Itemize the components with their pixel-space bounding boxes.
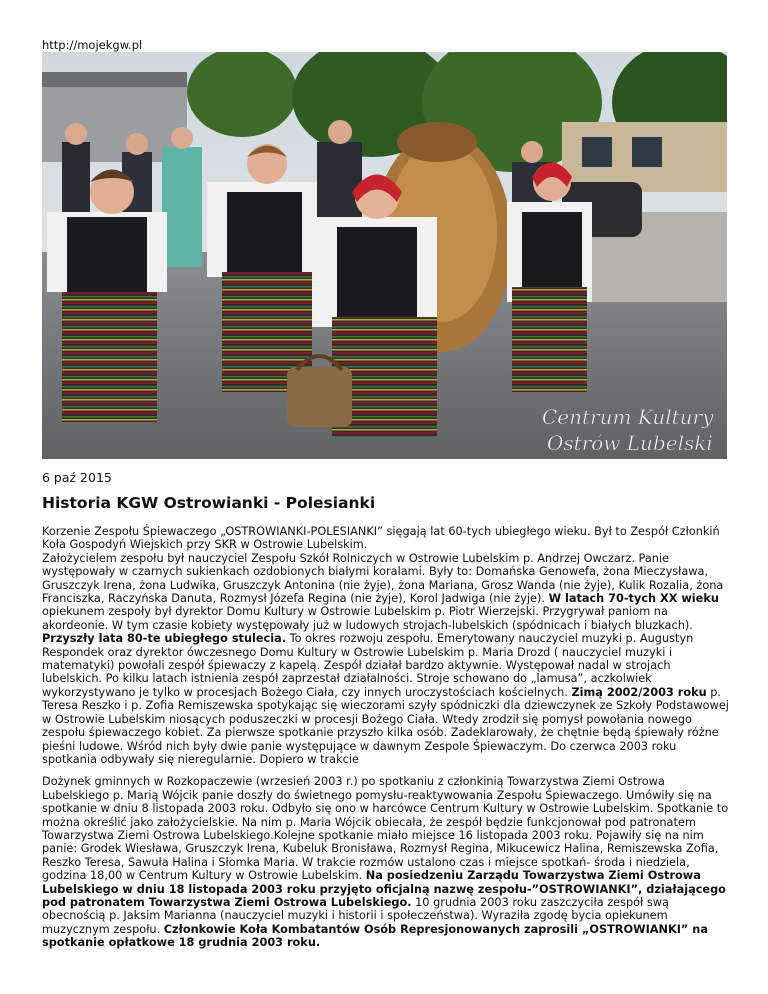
text-run: opiekunem zespoły był dyrektor Domu Kultury w Ostrowie Lubelskim p. Piotr Wierzejski. Przygrywał paniom na akordeonie. W tym czasie kobiety występowały już w ludowych strojach-lubelskich (spódnicach i białych bluzkach).	[42, 605, 693, 632]
text-run: p. Teresa Reszko i p. Zofia Remiszewska spotykając się wieczorami szyły spódniczki dla dziewczynek ze Szkoły Podstawowej w Ostrowie Lubelskim niosących poduszeczki w procesji Bożego Ciała. Wtedy zrodził się pomysł powołania nowego zespołu śpiewaczego kobiet. Za pierwsze spotkanie przyszło kilka osób. Zadeklarowały, że chętnie będą śpiewały różne pieśni ludowe. Wśród nich były dwie panie występujące w dawnym Zespole Śpiewaczym. Do czerwca 2003 roku spotkania odbywały się nieregularnie. Dopiero w trakcie	[42, 685, 729, 766]
text-run: Dożynek gminnych w Rozkopaczewie (wrzesień 2003 r.) po spotkaniu z członkinią Towarzystwa Ziemi Ostrowa Lubelskiego p. Marią Wójcik panie doszły do świetnego pomysłu-reaktywowania Zespołu Śpiewaczego. Umówiły się na spotkanie w dniu 8 listopada 2003 roku. Odbyło się ono w harcówce Centrum Kultury w Ostrowie Lubelskim. Spotkanie to można określić jako założycielskie. Na nim p. Maria Wójcik obiecała, że zespół będzie funkcjonował pod patronatem Towarzystwa Ziemi Ostrowa Lubelskiego.Kolejne spotkanie miało miejsce 16 listopada 2003 roku. Pojawiły się na nim panie: Grodek Wiesława, Gruszczyk Irena, Kubeluk Bronisława, Rozmysł Regina, Mikucewicz Halina, Remiszewska Zofia, Reszko Teresa, Sawuła Halina i Słomka Maria. W trakcie rozmów ustalono czas i miejsce spotkań- środa i niedziela, godzina 18,00 w Centrum Kultury w Ostrowie Lubelskim.	[42, 775, 729, 883]
paragraph-1	[42, 525, 732, 766]
post-title: Historia KGW Ostrowianki - Polesianki	[42, 494, 376, 512]
folk-group-photo	[42, 52, 727, 459]
text-run-bold: Zimą 2002/2003 roku	[571, 685, 707, 699]
text-run: 10 grudnia 2003 roku zaszczyciła zespół swą obecnością p. Jaksim Marianna (nauczyciel muzyki i historii i społeczeństwa). Wyraziła zgodę bycia opiekunem muzycznym zespołu.	[42, 895, 669, 936]
post-body	[42, 525, 732, 959]
watermark-line-2: Ostrów Lubelski	[547, 431, 713, 455]
text-run: Korzenie Zespołu Śpiewaczego „OSTROWIANKI-POLESIANKI” sięgają lat 60-tych ubiegłego wieku. Był to Zespół Członkiń Koła Gospodyń Wiejskich przy SKR w Ostrowie Lubelskim.	[42, 525, 720, 552]
text-run-bold: W latach 70-tych XX wieku	[548, 592, 719, 606]
text-run-bold: Członkowie Koła Kombatantów Osób Represjonowanych zaprosili „OSTROWIANKI” na spotkanie opłatkowe 18 grudnia 2003 roku.	[42, 922, 708, 950]
text-run-bold: Przyszły lata 80-te ubiegłego stulecia.	[42, 632, 287, 646]
paragraph-2	[42, 775, 732, 949]
watermark-line-1: Centrum Kultury	[542, 405, 714, 429]
post-date: 6 paź 2015	[42, 470, 112, 485]
article-photo	[42, 52, 727, 459]
text-run-bold: Na posiedzeniu Zarządu Towarzystwa Ziemi Ostrowa Lubelskiego w dniu 18 listopada 2003 roku przyjęto oficjalną nazwę zespołu-”OSTROWIANKI”, działającego pod patronatem Towarzystwa Ziemi Ostrowa Lubelskiego.	[42, 869, 726, 909]
text-run: To okres rozwoju zespołu. Emerytowany nauczyciel muzyki p. Augustyn Respondek oraz dyrektor ówczesnego Domu Kultury w Ostrowie Lubelskim p. Maria Drozd ( nauczyciel muzyki i matematyki) powołali zespół śpiewaczy z kapelą. Zespół działał bardzo aktywnie. Występował nadal w strojach lubelskich. Po kilku latach istnienia zespół zaprzestał działalności. Stroje schowano do „lamusa”, aczkolwiek wykorzystywano je tylko w procesjach Bożego Ciała, czy innych uroczystościach kościelnych.	[42, 632, 694, 699]
text-run: Założycielem zespołu był nauczyciel Zespołu Szkół Rolniczych w Ostrowie Lubelskim p. Andrzej Owczarz. Panie występowały w czarnych sukienkach ozdobionych białymi koralami. Były to: Domańska Genowefa, żona Mieczysława, Gruszczyk Irena, żona Ludwika, Gruszczyk Antonina (nie żyje), żona Mariana, Grosz Wanda (nie żyje), Kulik Rozalia, żona Franciszka, Raczyńska Danuta, Rozmysł Józefa Regina (nie żyje), Korol Jadwiga (nie żyje).	[42, 551, 724, 606]
page-url: http://mojekgw.pl	[42, 38, 143, 52]
